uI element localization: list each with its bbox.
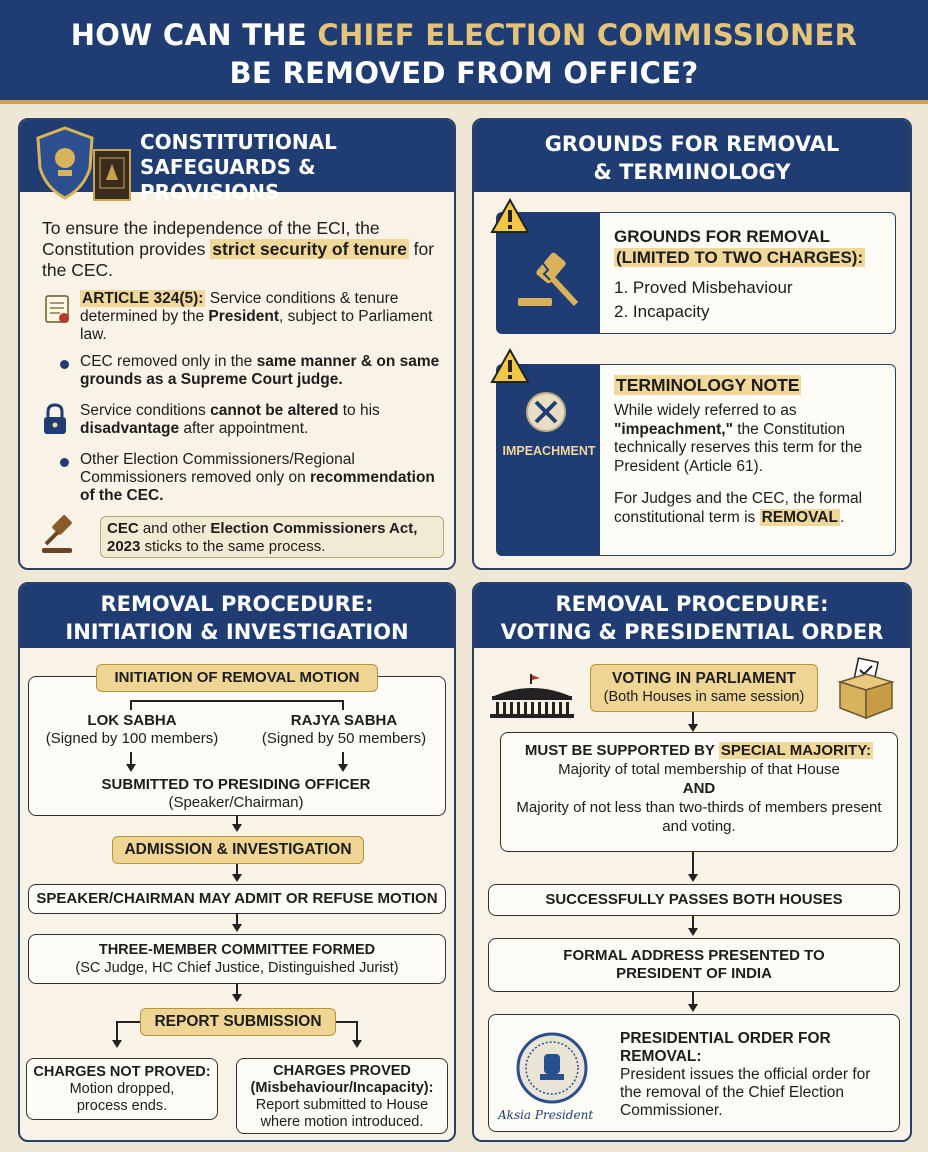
- lok-sabha: [34, 712, 230, 748]
- act-text-d: sticks to the same process.: [140, 538, 326, 555]
- grounds-header: [474, 120, 910, 192]
- act-2023-box: [100, 516, 444, 558]
- proved-sub2: Report submitted to House where motion introduced.: [255, 1097, 429, 1130]
- b2-text-a: Service conditions: [80, 402, 211, 419]
- intro-highlight: strict security of tenure: [212, 239, 407, 259]
- branch-right: [342, 700, 344, 710]
- submitted-presiding-officer: [34, 776, 438, 812]
- majority-1: Majority of total membership of that House: [558, 761, 840, 778]
- v-arrow-3-head: [688, 1004, 698, 1012]
- report-right-head: [352, 1040, 362, 1048]
- intro-text-end: for the CEC.: [42, 239, 435, 280]
- page-title-line1: [0, 16, 928, 54]
- bullet-1-text: [80, 353, 440, 389]
- grounds-title1: GROUNDS FOR REMOVAL: [544, 132, 840, 156]
- order-title: PRESIDENTIAL ORDER FOR REMOVAL:: [620, 1030, 831, 1065]
- parliament-icon: [486, 672, 578, 720]
- page-title-line2: BE REMOVED FROM OFFICE?: [229, 56, 699, 90]
- impeachment-label: IMPEACHMENT: [502, 444, 596, 458]
- note-text-d: For Judges and the CEC, the formal constitutional term is: [614, 490, 863, 526]
- cross-circle-icon: [524, 390, 568, 434]
- initiation-panel: [18, 582, 456, 1142]
- grounds-box-title1: GROUNDS FOR REMOVAL: [614, 227, 830, 246]
- arrow-2-head: [232, 874, 242, 882]
- address-line1: FORMAL ADDRESS PRESENTED TO: [563, 947, 825, 964]
- b3-text-b: recommendation of the CEC.: [80, 469, 435, 504]
- intro-text: To ensure the independence of the ECI, the Constitution provides: [42, 218, 380, 259]
- warning-icon-2: [490, 348, 530, 384]
- rajya-sabha-sub: (Signed by 50 members): [261, 730, 427, 747]
- terminology-title: [614, 376, 801, 395]
- report-right-line: [336, 1021, 358, 1023]
- article-text-c: , subject to Parliament law.: [80, 308, 433, 343]
- warning-icon: [490, 198, 530, 234]
- safeguards-title1: CONSTITUTIONAL: [140, 130, 337, 154]
- ground-item-2: 2. Incapacity: [614, 302, 710, 321]
- b2-text-b: cannot be altered: [210, 402, 339, 419]
- b2-text-e: after appointment.: [179, 420, 309, 437]
- broken-gavel-icon: [512, 248, 588, 314]
- article-label: ARTICLE 324(5):: [82, 290, 204, 307]
- lock-icon: [40, 402, 70, 436]
- report-left-head: [112, 1040, 122, 1048]
- b3-text-a: Other Election Commissioners/Regional Commissioners removed only on: [80, 451, 355, 486]
- rajya-sabha-title: RAJYA SABHA: [290, 712, 398, 729]
- v-arrow-2-head: [688, 928, 698, 936]
- constitution-book-icon: [92, 148, 132, 202]
- committee-title: THREE-MEMBER COMMITTEE FORMED: [98, 942, 376, 958]
- charges-proved-box: [236, 1058, 448, 1134]
- act-text-b: and other: [138, 520, 211, 537]
- note-text-f: .: [839, 508, 845, 526]
- grounds-box-title: [614, 226, 894, 268]
- lok-arrow-head: [126, 764, 136, 772]
- rajya-arrow-head: [338, 764, 348, 772]
- b2-text-c: to his: [338, 402, 380, 419]
- lok-sabha-sub: (Signed by 100 members): [45, 730, 219, 747]
- v-arrow-1-line: [692, 852, 694, 876]
- scroll-icon: [40, 292, 74, 326]
- report-pill: REPORT SUBMISSION: [140, 1008, 336, 1036]
- b1-text-b: same manner & on same grounds as a Supreme Court judge.: [80, 353, 440, 388]
- bullet-3-text: [80, 451, 440, 505]
- note-text-b: "impeachment,": [614, 420, 733, 438]
- shield-icon: [34, 126, 96, 200]
- must-text-a: MUST BE SUPPORTED BY: [524, 742, 719, 759]
- terminology-note-2: [614, 490, 874, 527]
- gavel-icon: [38, 512, 82, 556]
- arrow-1-head: [232, 824, 242, 832]
- report-left-drop: [116, 1021, 118, 1041]
- emblem-seal-icon: [514, 1030, 590, 1106]
- voting-header: [474, 584, 910, 648]
- passes-both-box: SUCCESSFULLY PASSES BOTH HOUSES: [488, 884, 900, 916]
- grounds-panel: [472, 118, 912, 570]
- voting-panel: [472, 582, 912, 1142]
- grounds-title2: & TERMINOLOGY: [593, 160, 791, 184]
- v-arrow-1-head: [688, 874, 698, 882]
- report-right-drop: [356, 1021, 358, 1041]
- formal-address-box: [488, 938, 900, 992]
- voting-pill: [590, 664, 818, 712]
- initiation-title2: INITIATION & INVESTIGATION: [65, 620, 409, 644]
- address-line2: PRESIDENT OF INDIA: [616, 965, 772, 982]
- proved-sub1: (Misbehaviour/Incapacity):: [250, 1080, 434, 1096]
- report-left-line: [116, 1021, 140, 1023]
- page-header: [0, 0, 928, 104]
- branch-line: [130, 700, 344, 702]
- initiation-title1: REMOVAL PROCEDURE:: [100, 592, 374, 616]
- lok-sabha-title: LOK SABHA: [87, 712, 177, 729]
- arrow-3-head: [232, 924, 242, 932]
- presidential-order-text: [620, 1030, 896, 1120]
- b1-text-a: CEC removed only in the: [80, 353, 257, 370]
- note-text-c: the Constitution technically reserves this term for the President (Article 61).: [614, 420, 863, 475]
- majority-and: AND: [682, 780, 716, 797]
- initiation-motion-pill: INITIATION OF REMOVAL MOTION: [96, 664, 378, 692]
- admission-pill: ADMISSION & INVESTIGATION: [112, 836, 364, 864]
- majority-2: Majority of not less than two-thirds of members present and voting.: [516, 799, 882, 835]
- branch-left: [130, 700, 132, 710]
- speaker-admit-box: SPEAKER/CHAIRMAN MAY ADMIT OR REFUSE MOTION: [28, 884, 446, 914]
- grounds-box-title2: (LIMITED TO TWO CHARGES):: [616, 248, 864, 267]
- article-324-text: [80, 290, 440, 344]
- voting-title2: VOTING & PRESIDENTIAL ORDER: [500, 620, 884, 644]
- b2-text-d: disadvantage: [80, 420, 180, 437]
- voting-title: VOTING IN PARLIAMENT: [612, 670, 796, 687]
- voting-sub: (Both Houses in same session): [603, 689, 805, 705]
- bullet-dot-3: [60, 458, 69, 467]
- terminology-title-text: TERMINOLOGY NOTE: [616, 375, 800, 395]
- special-majority-box: [500, 732, 898, 852]
- committee-sub: (SC Judge, HC Chief Justice, Distinguished Jurist): [75, 960, 399, 976]
- not-proved-title: CHARGES NOT PROVED:: [33, 1064, 211, 1080]
- not-proved-sub: Motion dropped, process ends.: [69, 1081, 175, 1114]
- initiation-header: [20, 584, 454, 648]
- safeguards-intro: [42, 218, 442, 281]
- article-text-a: Service conditions & tenure determined by the: [80, 290, 399, 325]
- bullet-dot-1: [60, 360, 69, 369]
- note-text-e: REMOVAL: [761, 508, 838, 526]
- bullet-2-text: [80, 402, 440, 438]
- arrow-4-head: [232, 994, 242, 1002]
- safeguards-panel: [18, 118, 456, 570]
- note-text-a: While widely referred to as: [614, 402, 797, 419]
- signature: Aksia President: [498, 1108, 594, 1122]
- order-body: President issues the official order for the removal of the Chief Election Commissioner.: [620, 1066, 871, 1119]
- ballot-box-icon: [834, 656, 898, 720]
- terminology-note-1: [614, 402, 890, 476]
- v-arrow-0-head: [688, 724, 698, 732]
- submitted-sub: (Speaker/Chairman): [168, 794, 304, 811]
- ground-item-1: 1. Proved Misbehaviour: [614, 278, 793, 297]
- committee-box: [28, 934, 446, 984]
- rajya-sabha: [246, 712, 442, 748]
- title-part-a: HOW CAN THE: [70, 18, 318, 52]
- safeguards-title2: SAFEGUARDS & PROVISIONS: [140, 155, 316, 204]
- act-text-a: CEC: [107, 520, 139, 537]
- title-part-highlight: CHIEF ELECTION COMMISSIONER: [317, 18, 858, 52]
- charges-not-proved-box: [26, 1058, 218, 1120]
- act-text-c: Election Commissioners Act, 2023: [107, 520, 418, 555]
- proved-title: CHARGES PROVED: [273, 1063, 411, 1079]
- voting-title1: REMOVAL PROCEDURE:: [555, 592, 829, 616]
- submitted-title: SUBMITTED TO PRESIDING OFFICER: [101, 776, 371, 793]
- article-text-b: President: [208, 308, 280, 325]
- must-text-b: SPECIAL MAJORITY:: [720, 742, 872, 759]
